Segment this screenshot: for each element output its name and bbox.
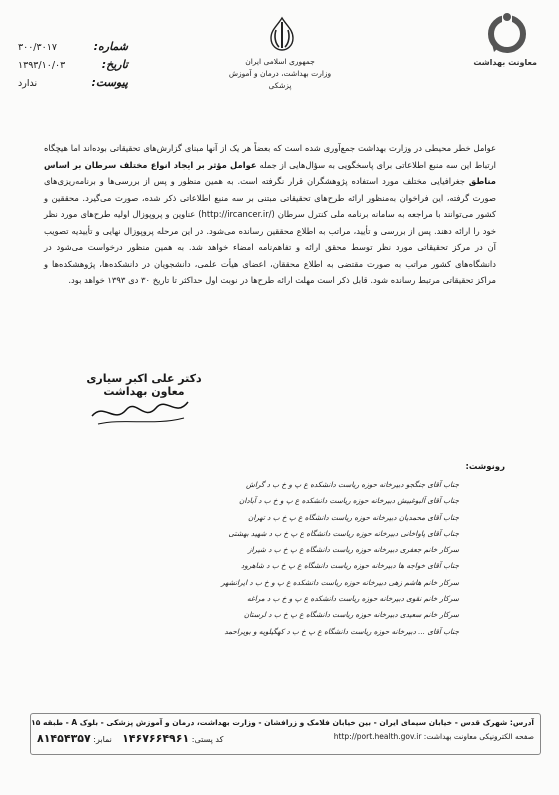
number-label: شماره:	[93, 40, 128, 53]
footer-address: آدرس: شهرک قدس - خیابان سیمای ایران - بین خیابان فلامک و زرافشان - وزارت بهداشت، درمان و آموزش پزشکی - بلوک A - طبقه ۱۵	[31, 718, 534, 727]
reference-box	[18, 38, 128, 92]
footer-codes	[37, 732, 223, 745]
health-deputy-logo	[473, 10, 537, 67]
body-bold-phrase: عوامل مؤثر بر ایجاد انواع مختلف سرطان بر اساس مناطق	[44, 159, 496, 186]
body-text-3: عناوین و پروپوزال اولیه طرح‌های مورد نظر خود را ارائه دهند. پس از بررسی و تأیید، مراتب به اطلاع محققین رسانده می‌شود. در این مرحله پروپوزال نهایی و تأییدیه تصویب آن در مرکز تحقیقاتی مورد نظر توسط محقق ارائه و تفاهم‌نامه امضاء خواهد شد. به همین منظور درخواست می‌شود در دانشگاه‌های کشور مراتب به صورت مقتضی به اطلاع محققان، اعضای هیأت علمی، دانشجویان در دانشکده‌ها، پژوهشکده‌ها و مراکز تحقیقاتی مرتبط رسانده شود. قابل ذکر است مهلت ارائه طرح‌ها در نوبت اول حداکثر تا تاریخ ۳۰ دی ۱۳۹۳ خواهد بود.	[44, 209, 496, 285]
body-text-1: عوامل خطر محیطی در وزارت بهداشت جمع‌آوری شده است که بعضاً هر یک از آنها مبنای گزارش‌های تحقیقاتی بوده‌اند اما هیچگاه ارتباط این سه منبع اطلاعاتی برای پاسخگویی به سؤال‌هایی از جمله	[44, 143, 496, 170]
ministry-line-1: جمهوری اسلامی ایران	[245, 57, 315, 66]
recipient-item: جناب آقای محمدیان دبیرخانه حوزه ریاست دانشگاه ع پ خ ب د تهران	[248, 512, 459, 522]
health-logo-icon	[484, 10, 530, 56]
attachment-label: پیوست:	[91, 76, 128, 89]
logo-caption: معاونت بهداشت	[473, 58, 537, 67]
postal-value: ۱۴۶۷۶۶۴۹۶۱	[122, 732, 190, 745]
recipient-item: جناب آقای آلبوغبیش دبیرخانه حوزه ریاست دانشکده ع پ و خ ب د آبادان	[238, 496, 459, 506]
ministry-line-2: وزارت بهداشت، درمان و آموزش پزشکی	[228, 69, 332, 90]
recipient-item: سرکار خانم هاشم زهی دبیرخانه حوزه ریاست دانشکده ع پ و خ ب د ایرانشهر	[221, 577, 459, 587]
attachment-row	[18, 74, 128, 92]
recipient-item: جناب آقای ... دبیرخانه حوزه ریاست دانشگاه ع پ خ ب د کهگیلویه و بویراحمد	[224, 626, 459, 636]
emblem-icon	[265, 16, 299, 52]
recipient-item: سرکار خانم نقوی دبیرخانه حوزه ریاست دانشکده ع پ و خ ب د مراغه	[247, 594, 459, 604]
signatory-title: معاون بهداشت	[103, 385, 185, 398]
signature-block	[84, 372, 204, 398]
fax-label: نمابر:	[93, 735, 112, 744]
ministry-heading	[225, 56, 335, 92]
postal-label: کد پستی:	[191, 735, 224, 744]
date-row	[18, 56, 128, 74]
recipient-item: سرکار خانم جعفری دبیرخانه حوزه ریاست دانشگاه ع پ خ ب د شیراز	[248, 545, 459, 555]
recipient-item: سرکار خانم سعیدی دبیرخانه حوزه ریاست دانشگاه ع پ خ ب د لرستان	[243, 610, 459, 620]
handwritten-signature-icon	[84, 372, 204, 432]
fax-value: ۸۱۴۵۴۳۵۷	[37, 732, 91, 745]
date-label: تاریخ:	[101, 58, 128, 71]
number-row	[18, 38, 128, 56]
cancer-program-link[interactable]: (http://ircancer.ir/)	[198, 209, 275, 219]
recipient-item: جناب آقای جنگجو دبیرخانه حوزه ریاست دانشکده ع پ و خ ب د گراش	[245, 480, 459, 489]
attachment-value: ندارد	[18, 78, 38, 89]
letter-footer	[30, 713, 541, 755]
signatory-name: دکتر علی اکبر سیاری	[86, 372, 202, 385]
national-emblem	[262, 16, 302, 56]
recipient-item: جناب آقای خواجه ها دبیرخانه حوزه ریاست دانشگاه ع پ خ ب د شاهرود	[240, 561, 459, 571]
date-value: ۱۳۹۳/۱۰/۰۳	[18, 60, 66, 71]
footer-website[interactable]: صفحه الکترونیکی معاونت بهداشت: http://port.health.gov.ir	[333, 732, 534, 741]
recipients-list	[69, 477, 459, 640]
body-paragraph	[44, 140, 496, 289]
recipients-title: رونوشت:	[465, 462, 505, 472]
number-value: ۳۰۰/۳۰۱۷	[18, 42, 57, 53]
body-text-2: جغرافیایی مختلف مورد استفاده پژوهشگران قرار نگرفته است. به همین منظور و پس از بررسی‌ها و برنامه‌ریزی‌های صورت گرفته، این فراخوان به‌منظور ارائه طرح‌های تحقیقاتی مبتنی بر سه منبع اطلاعاتی ذکر شده، صورت می‌گیرد. محققین و کشور می‌توانند با مراجعه به سامانه برنامه ملی کنترل سرطان	[44, 176, 496, 219]
letter-body	[44, 140, 496, 289]
recipient-item: جناب آقای پاواخانی دبیرخانه حوزه ریاست دانشگاه ع پ خ ب د شهید بهشتی	[228, 528, 459, 538]
